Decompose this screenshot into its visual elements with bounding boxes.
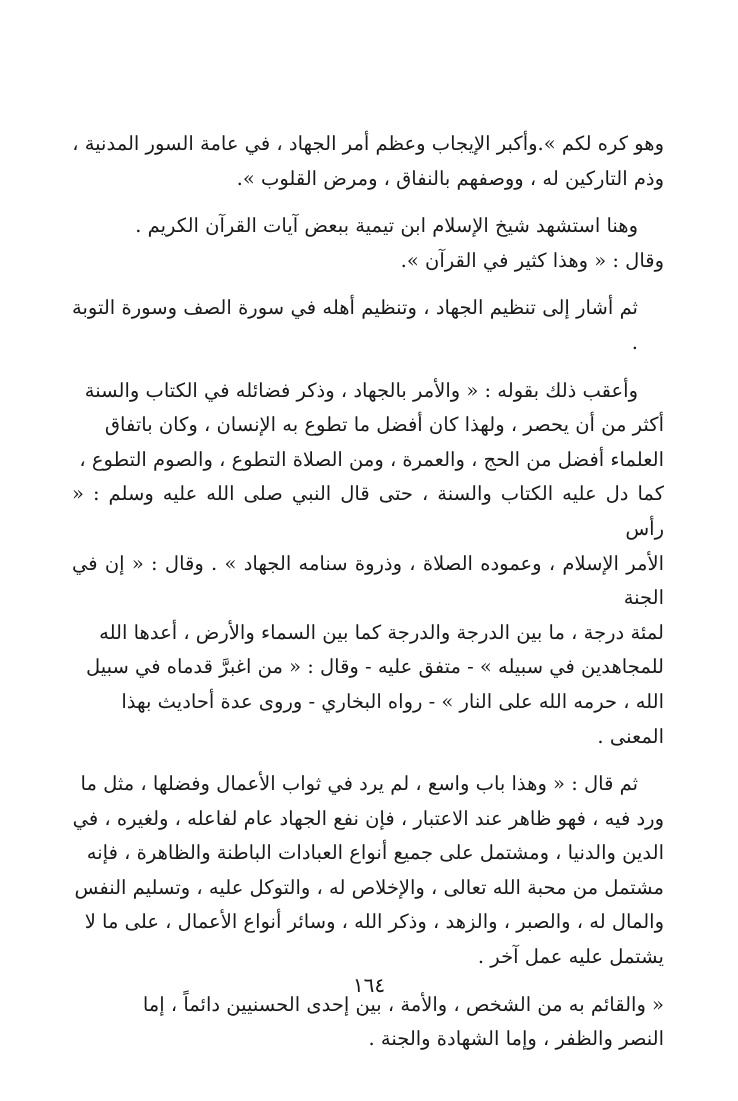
text-line: وأعقب ذلك بقوله : « والأمر بالجهاد ، وذكر فضائله في الكتاب والسنة: [84, 378, 638, 402]
text-line: وهنا استشهد شيخ الإسلام ابن تيمية ببعض آيات القرآن الكريم .: [135, 214, 638, 238]
text-line: والمال له ، والصبر ، والزهد ، وذكر الله ، وسائر أنواع الأعمال ، على ما لا: [84, 910, 664, 934]
paragraph-6: [72, 988, 664, 1057]
text-line: المعنى .: [597, 724, 664, 748]
text-line: النصر والظفر ، وإما الشهادة والجنة .: [368, 1027, 664, 1051]
text-line: ثم قال : « وهذا باب واسع ، لم يرد في ثواب الأعمال وفضلها ، مثل ما: [80, 772, 638, 796]
text-line: ورد فيه ، فهو ظاهر عند الاعتبار ، فإن نفع الجهاد عام لفاعله ، ولغيره ، في: [72, 806, 664, 830]
text-line: مشتمل من محبة الله تعالى ، والإخلاص له ، والتوكل عليه ، وتسليم النفس: [74, 875, 664, 899]
text-line: لمئة درجة ، ما بين الدرجة والدرجة كما بين السماء والأرض ، أعدها الله: [99, 620, 664, 644]
text-line: وقال : « وهذا كثير في القرآن ».: [400, 248, 664, 272]
text-line: وذم التاركين له ، ووصفهم بالنفاق ، ومرض القلوب ».: [236, 166, 664, 190]
paragraph-4: [72, 374, 664, 755]
text-line: الله ، حرمه الله على النار » - رواه البخاري - وروى عدة أحاديث بهذا: [121, 689, 664, 713]
paragraph-2: [72, 209, 664, 278]
text-line: كما دل عليه الكتاب والسنة ، حتى قال النبي صلى الله عليه وسلم : « رأس: [72, 482, 664, 540]
text-line: للمجاهدين في سبيله » - متفق عليه - وقال : « من اغبرَّ قدماه في سبيل: [85, 655, 664, 679]
page-number: ١٦٤: [352, 973, 386, 997]
text-line: « والقائم به من الشخص ، والأمة ، بين إحدى الحسنيين دائماً ، إما: [142, 992, 664, 1016]
paragraph-5: [72, 767, 664, 975]
text-line: أكثر من أن يحصر ، ولهذا كان أفضل ما تطوع به الإنسان ، وكان باتفاق: [104, 413, 664, 437]
text-line: وهو كره لكم ».وأكبر الإيجاب وعظم أمر الجهاد ، في عامة السور المدنية ،: [72, 132, 664, 155]
text-line: ثم أشار إلى تنظيم الجهاد ، وتنظيم أهله في سورة الصف وسورة التوبة .: [72, 296, 638, 354]
text-line: الدين والدنيا ، ومشتمل على جميع أنواع العبادات الباطنة والظاهرة ، فإنه: [86, 841, 664, 865]
paragraph-1: [72, 127, 664, 196]
text-line: الأمر الإسلام ، وعموده الصلاة ، وذروة سنامه الجهاد » . وقال : « إن في الجنة: [72, 551, 664, 610]
text-line: يشتمل عليه عمل آخر .: [477, 945, 664, 969]
body-text: [72, 127, 664, 1070]
text-line: العلماء أفضل من الحج ، والعمرة ، ومن الصلاة التطوع ، والصوم التطوع ،: [79, 447, 664, 471]
paragraph-3: [72, 291, 664, 360]
